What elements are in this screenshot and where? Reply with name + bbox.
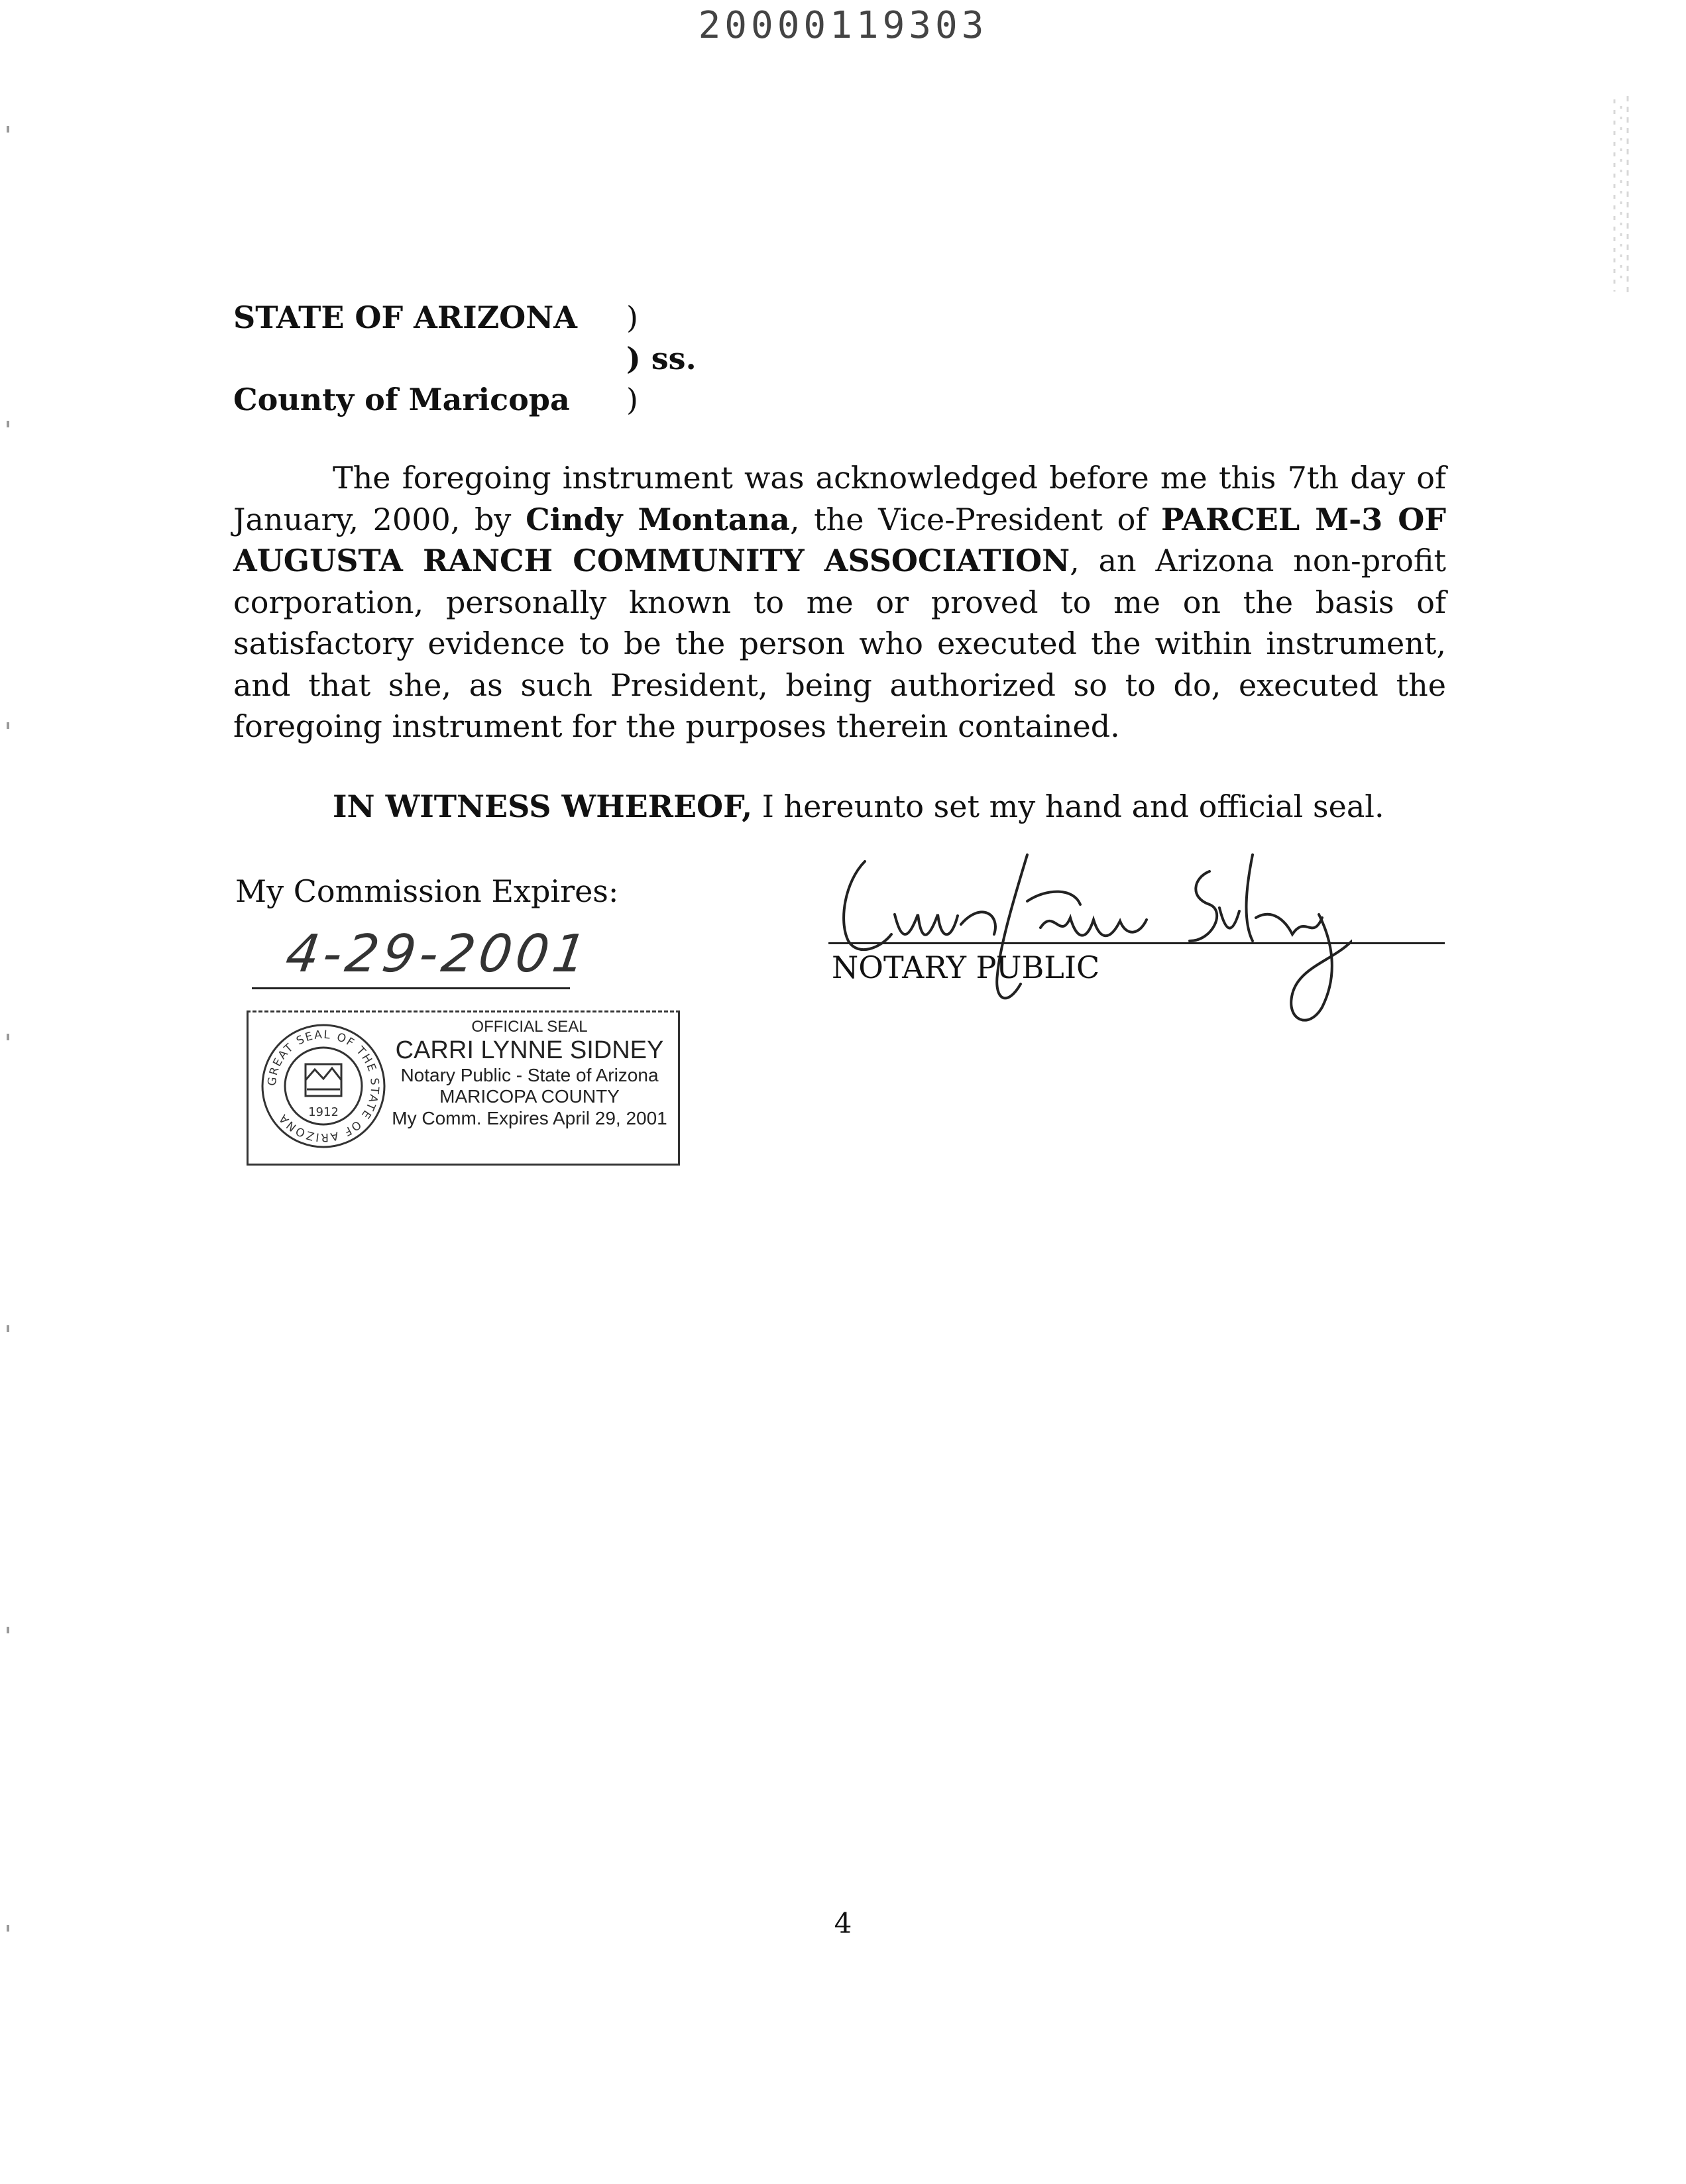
seal-year: 1912: [308, 1105, 339, 1119]
venue-county: [233, 380, 570, 419]
margin-mark: [7, 421, 9, 427]
venue-state: [233, 298, 577, 337]
seal-line-3: My Comm. Expires April 29, 2001: [392, 1107, 667, 1128]
county-label: County of Maricopa: [233, 382, 570, 417]
page-number: 4: [834, 1907, 852, 1939]
commission-date-line: [252, 987, 570, 989]
seal-heading: OFFICIAL SEAL: [471, 1018, 588, 1036]
ack-text-2: , the Vice-President of: [789, 501, 1162, 537]
svg-text:GREAT SEAL OF THE STATE OF ARI: [266, 1028, 382, 1144]
ack-text-3: , an Arizona non-profit corporation, personally known to me or proved to me on the basis of satisfactory evidence to be the person who executed the within instrument, and that she, as such President, being authorized so to do, executed the foregoing instrument for the purposes therein contained.: [233, 543, 1446, 744]
state-label: STATE OF ARIZONA: [233, 300, 577, 335]
notary-signature: [828, 842, 1352, 1034]
scan-stamp-mark: [1610, 93, 1633, 298]
ack-text-1: The foregoing instrument was acknowledged before me this 7th day of January, 2000, by: [233, 460, 1446, 537]
venue-paren-1: ): [626, 300, 638, 335]
margin-mark: [7, 1034, 9, 1040]
seal-emblem-text: GREAT SEAL OF THE STATE OF ARIZONA: [265, 1028, 382, 1144]
signature-scribble: [828, 842, 1352, 1034]
witness-rest: I hereunto set my hand and official seal.: [752, 789, 1384, 824]
witness-lead: IN WITNESS WHEREOF,: [333, 789, 753, 824]
notary-public-label: NOTARY PUBLIC: [832, 950, 1100, 985]
margin-mark: [7, 1627, 9, 1633]
seal-notary-name: CARRI LYNNE SIDNEY: [395, 1036, 664, 1064]
seal-text-block: [381, 1018, 678, 1129]
ss-label: ) ss.: [626, 341, 697, 376]
commission-label: My Commission Expires:: [235, 873, 619, 909]
margin-mark: [7, 1325, 9, 1332]
state-seal-icon: [260, 1023, 386, 1149]
seal-line-1: Notary Public - State of Arizona: [400, 1065, 659, 1086]
venue-ss: [626, 339, 697, 378]
margin-mark: [7, 722, 9, 729]
notary-signature-line: [828, 942, 1445, 944]
venue-paren-2: ): [626, 382, 638, 417]
margin-mark: [7, 126, 9, 133]
seal-line-2: MARICOPA COUNTY: [439, 1086, 620, 1107]
scan-stamp-icon: [1610, 93, 1633, 298]
signer-name: Cindy Montana: [526, 501, 790, 537]
document-number: 20000119303: [698, 4, 988, 47]
arizona-seal-emblem: [260, 1023, 386, 1149]
entity-name: PARCEL M-3 OF AUGUSTA RANCH COMMUNITY ASSOCIATION: [233, 501, 1446, 578]
official-seal-stamp: [247, 1010, 680, 1166]
witness-statement: [333, 789, 1384, 824]
acknowledgment-paragraph: [233, 457, 1446, 747]
commission-date-handwritten: 4-29-2001: [282, 924, 594, 984]
